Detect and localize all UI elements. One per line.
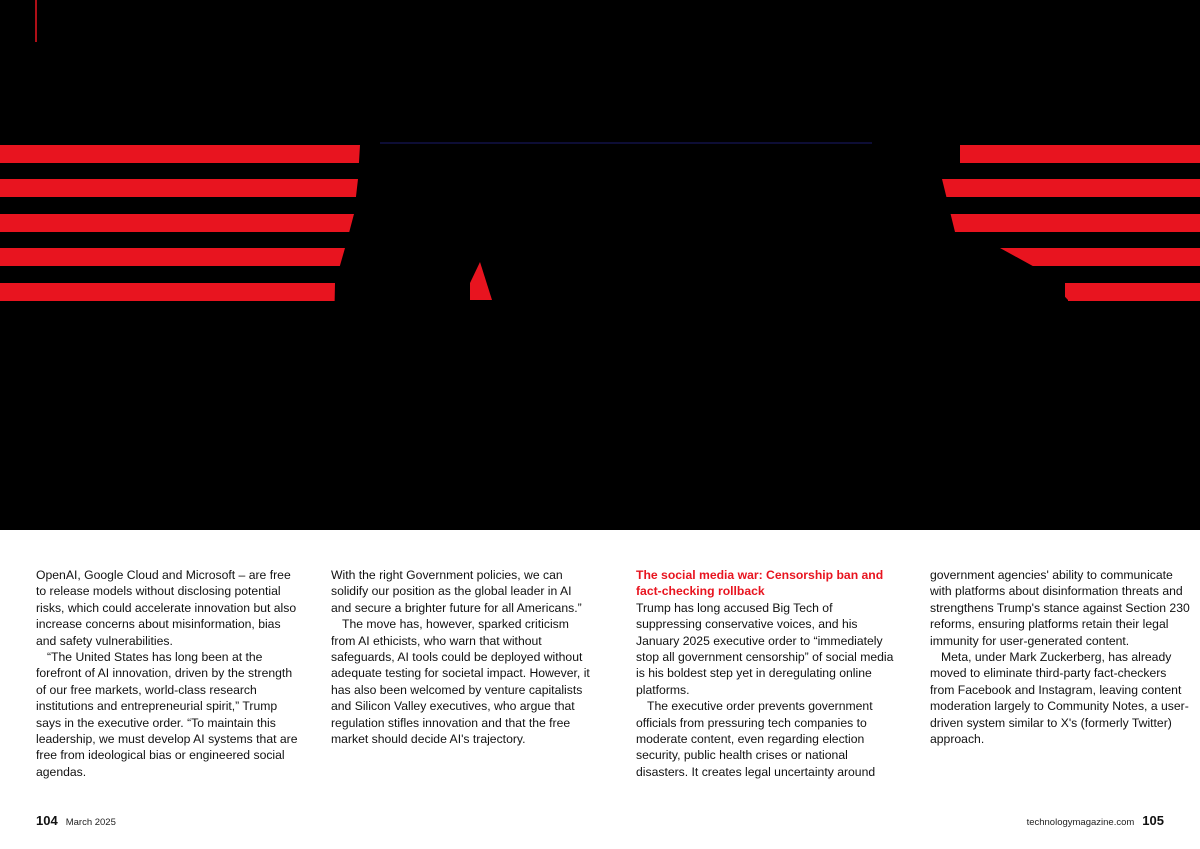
- paragraph: Meta, under Mark Zuckerberg, has already moved to eliminate third-party fact-checkers from Facebook and Instagram, leaving content moderation largely to Community Notes, a user-driven system similar to X's (formerly Twitter) approach.: [930, 650, 1189, 747]
- section-subhead: The social media war: Censorship ban and fact-checking rollback: [636, 568, 884, 599]
- footer-right: [1027, 813, 1164, 828]
- paragraph: The executive order prevents government officials from pressuring tech companies to moderate content, even regarding election security, public health crises or national disasters. It creates legal uncertainty around: [636, 699, 876, 779]
- footer-left: [36, 813, 116, 828]
- issue-date: March 2025: [65, 817, 116, 828]
- paragraph: OpenAI, Google Cloud and Microsoft – are free to release models without disclosing potential risks, which could accelerate innovation but also increase concerns about misinformation, bias and safety vulnerabilities.: [36, 568, 297, 648]
- article-column-1: [36, 567, 298, 780]
- article-column-2: [331, 567, 593, 747]
- paragraph: “The United States has long been at the forefront of AI innovation, driven by the strength of our free markets, world-class research institutions and entrepreneurial spirit,” Trump says in the executive order. “To maintain this leadership, we must develop AI systems that are free from ideological bias or engineered social agendas.: [36, 650, 298, 779]
- silhouette: [330, 143, 1068, 530]
- paragraph: With the right Government policies, we can solidify our position as the global leader in AI and secure a brighter future for all Americans.”: [331, 568, 582, 615]
- site-url[interactable]: technologymagazine.com: [1026, 817, 1135, 828]
- article-column-3: [636, 567, 898, 780]
- page-number-right: 105: [1142, 813, 1164, 828]
- paragraph: The move has, however, sparked criticism from AI ethicists, who warn that without safeguards, AI tools could be deployed without adequate testing for societal impact. However, it has also been welcomed by venture capitalists and Silicon Valley executives, who argue that regulation stifles innovation and that the free market should decide AI's trajectory.: [331, 617, 590, 747]
- article-column-4: [930, 567, 1192, 747]
- paragraph: government agencies' ability to communicate with platforms about disinformation threats and strengthens Trump's stance against Section 230 reforms, ensuring platforms retain their legal immunity for user-generated content.: [930, 568, 1190, 648]
- paragraph: Trump has long accused Big Tech of suppressing conservative voices, and his January 2025 executive order to “immediately stop all government censorship” of social media is his boldest step yet in deregulating online platforms.: [636, 600, 894, 697]
- left-stripes: [0, 145, 360, 301]
- page-number-left: 104: [36, 813, 58, 828]
